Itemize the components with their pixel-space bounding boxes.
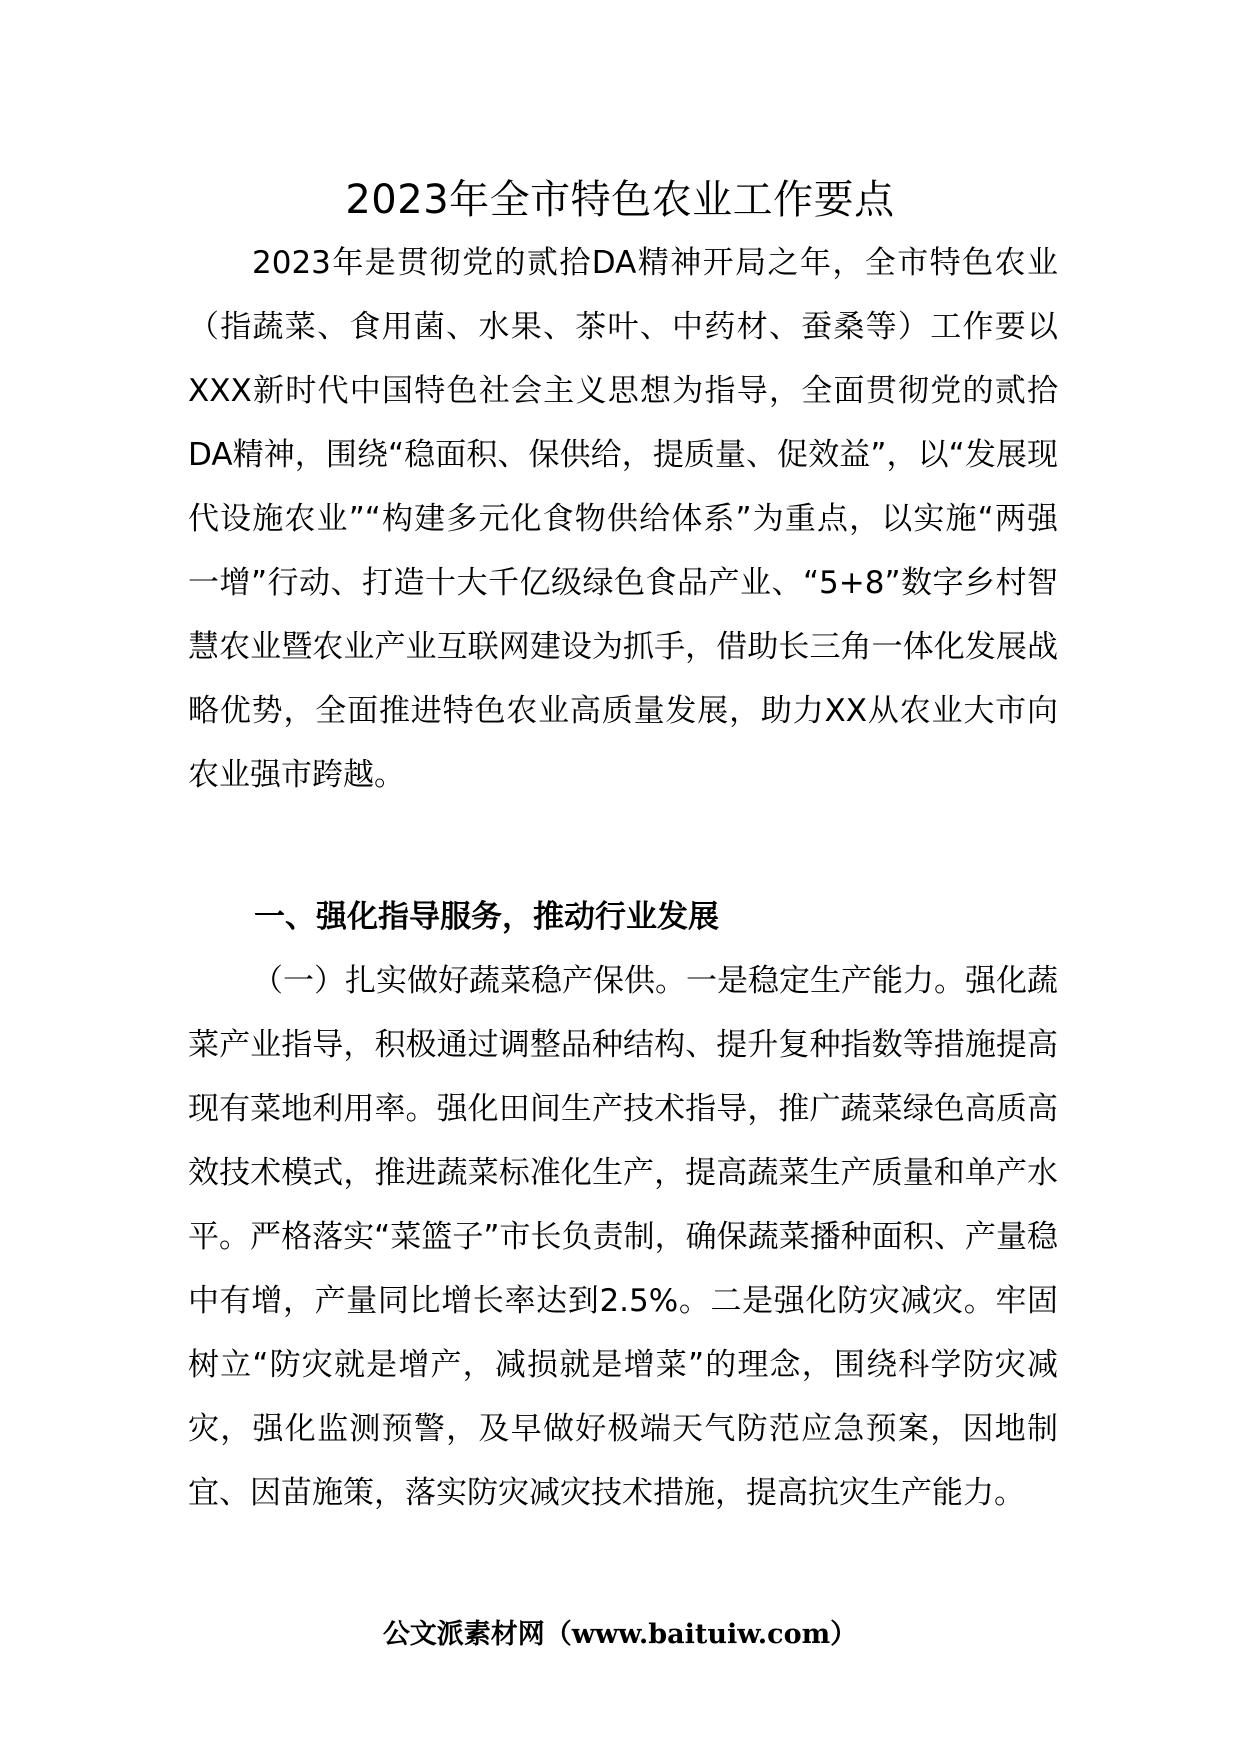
section-heading: 一、强化指导服务，推动行业发展: [254, 899, 719, 935]
footer-watermark: 公文派素材网（www.baituiw.com）: [382, 1619, 858, 1650]
document-title: 2023年全市特色农业工作要点: [345, 177, 895, 223]
intro-paragraph: 2023年是贯彻党的贰拾DA精神开局之年，全市特色农业（指蔬菜、食用菌、水果、茶叶、中药材、蚕桑等）工作要以XXX新时代中国特色社会主义思想为指导，全面贯彻党的贰拾DA精神，围绕“稳面积、保供给，提质量、促效益”，以“发展现代设施农业”“构建多元化食物供给体系”为重点，以实施“两强一增”行动、打造十大千亿级绿色食品产业、“5+8”数字乡村智慧农业暨农业产业互联网建设为抓手，借助长三角一体化发展战略优势，全面推进特色农业高质量发展，助力XX从农业大市向农业强市跨越。: [188, 245, 1058, 793]
section-paragraph: （一）扎实做好蔬菜稳产保供。一是稳定生产能力。强化蔬菜产业指导，积极通过调整品种结构、提升复种指数等措施提高现有菜地利用率。强化田间生产技术指导，推广蔬菜绿色高质高效技术模式，推进蔬菜标准化生产，提高蔬菜生产质量和单产水平。严格落实“菜篮子”市长负责制，确保蔬菜播种面积、产量稳中有增，产量同比增长率达到2.5%。二是强化防灾减灾。牢固树立“防灾就是增产，减损就是增菜”的理念，围绕科学防灾减灾，强化监测预警，及早做好极端天气防范应急预案，因地制宜、因苗施策，落实防灾减灾技术措施，提高抗灾生产能力。: [188, 963, 1058, 1511]
